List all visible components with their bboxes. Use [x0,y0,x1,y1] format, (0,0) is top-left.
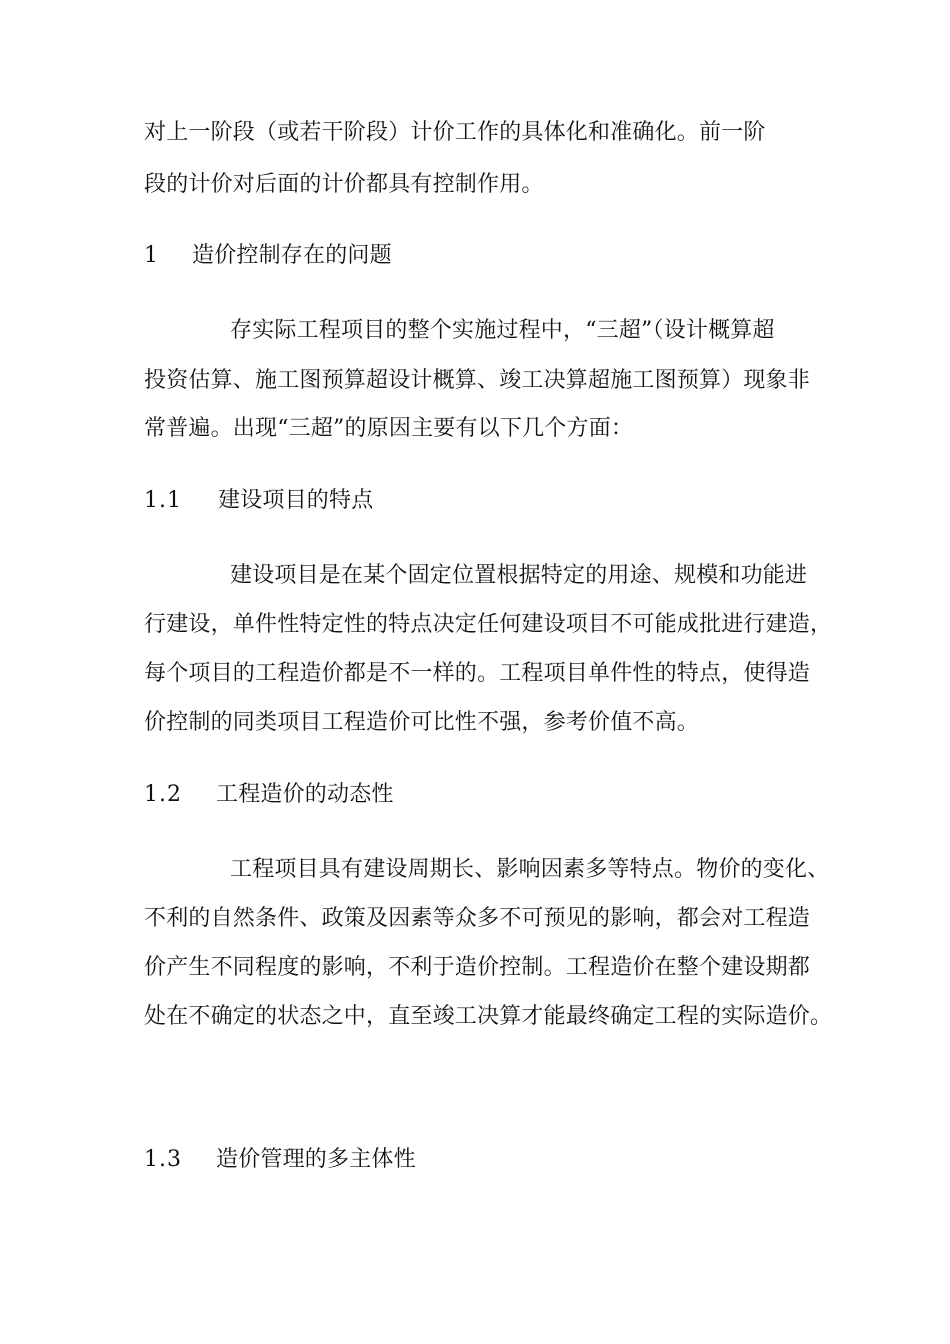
paragraph-line: 投资估算、施工图预算超设计概算、竣工决算超施工图预算）现象非 [144,368,811,393]
section-heading-1-1 [144,486,373,516]
paragraph-line: 处在不确定的状态之中，直至竣工决算才能最终确定工程的实际造价。 [144,1004,833,1029]
paragraph-line: 行建设，单件性特定性的特点决定任何建设项目不可能成批进行建造， [144,612,833,637]
paragraph-line: 段的计价对后面的计价都具有控制作用。 [144,172,544,197]
paragraph-line: 价产生不同程度的影响，不利于造价控制。工程造价在整个建设期都 [144,955,811,980]
section-heading-1-3 [144,1145,416,1175]
paragraph-line: 对上一阶段（或若干阶段）计价工作的具体化和准确化。前一阶 [144,120,766,145]
paragraph-line: 每个项目的工程造价都是不一样的。工程项目单件性的特点，使得造 [144,661,811,686]
section-heading-1 [144,241,392,271]
paragraph-line: 常普遍。出现“三超”的原因主要有以下几个方面： [144,416,634,441]
section-title: 建设项目的特点 [218,488,374,513]
section-number: 1.1 [144,488,182,513]
section-number: 1.2 [144,782,182,807]
paragraph-line: 价控制的同类项目工程造价可比性不强，参考价值不高。 [144,710,700,735]
paragraph-line: 存实际工程项目的整个实施过程中，“三超”（设计概算超 [230,318,775,343]
section-title: 造价控制存在的问题 [192,243,392,268]
section-title: 造价管理的多主体性 [216,1147,416,1172]
paragraph-line: 工程项目具有建设周期长、影响因素多等特点。物价的变化、 [230,857,830,882]
section-heading-1-2 [144,780,394,810]
section-number: 1 [144,243,159,268]
paragraph-line: 不利的自然条件、政策及因素等众多不可预见的影响，都会对工程造 [144,906,811,931]
paragraph-line: 建设项目是在某个固定位置根据特定的用途、规模和功能进 [230,563,808,588]
section-number: 1.3 [144,1147,182,1172]
section-title: 工程造价的动态性 [216,782,394,807]
